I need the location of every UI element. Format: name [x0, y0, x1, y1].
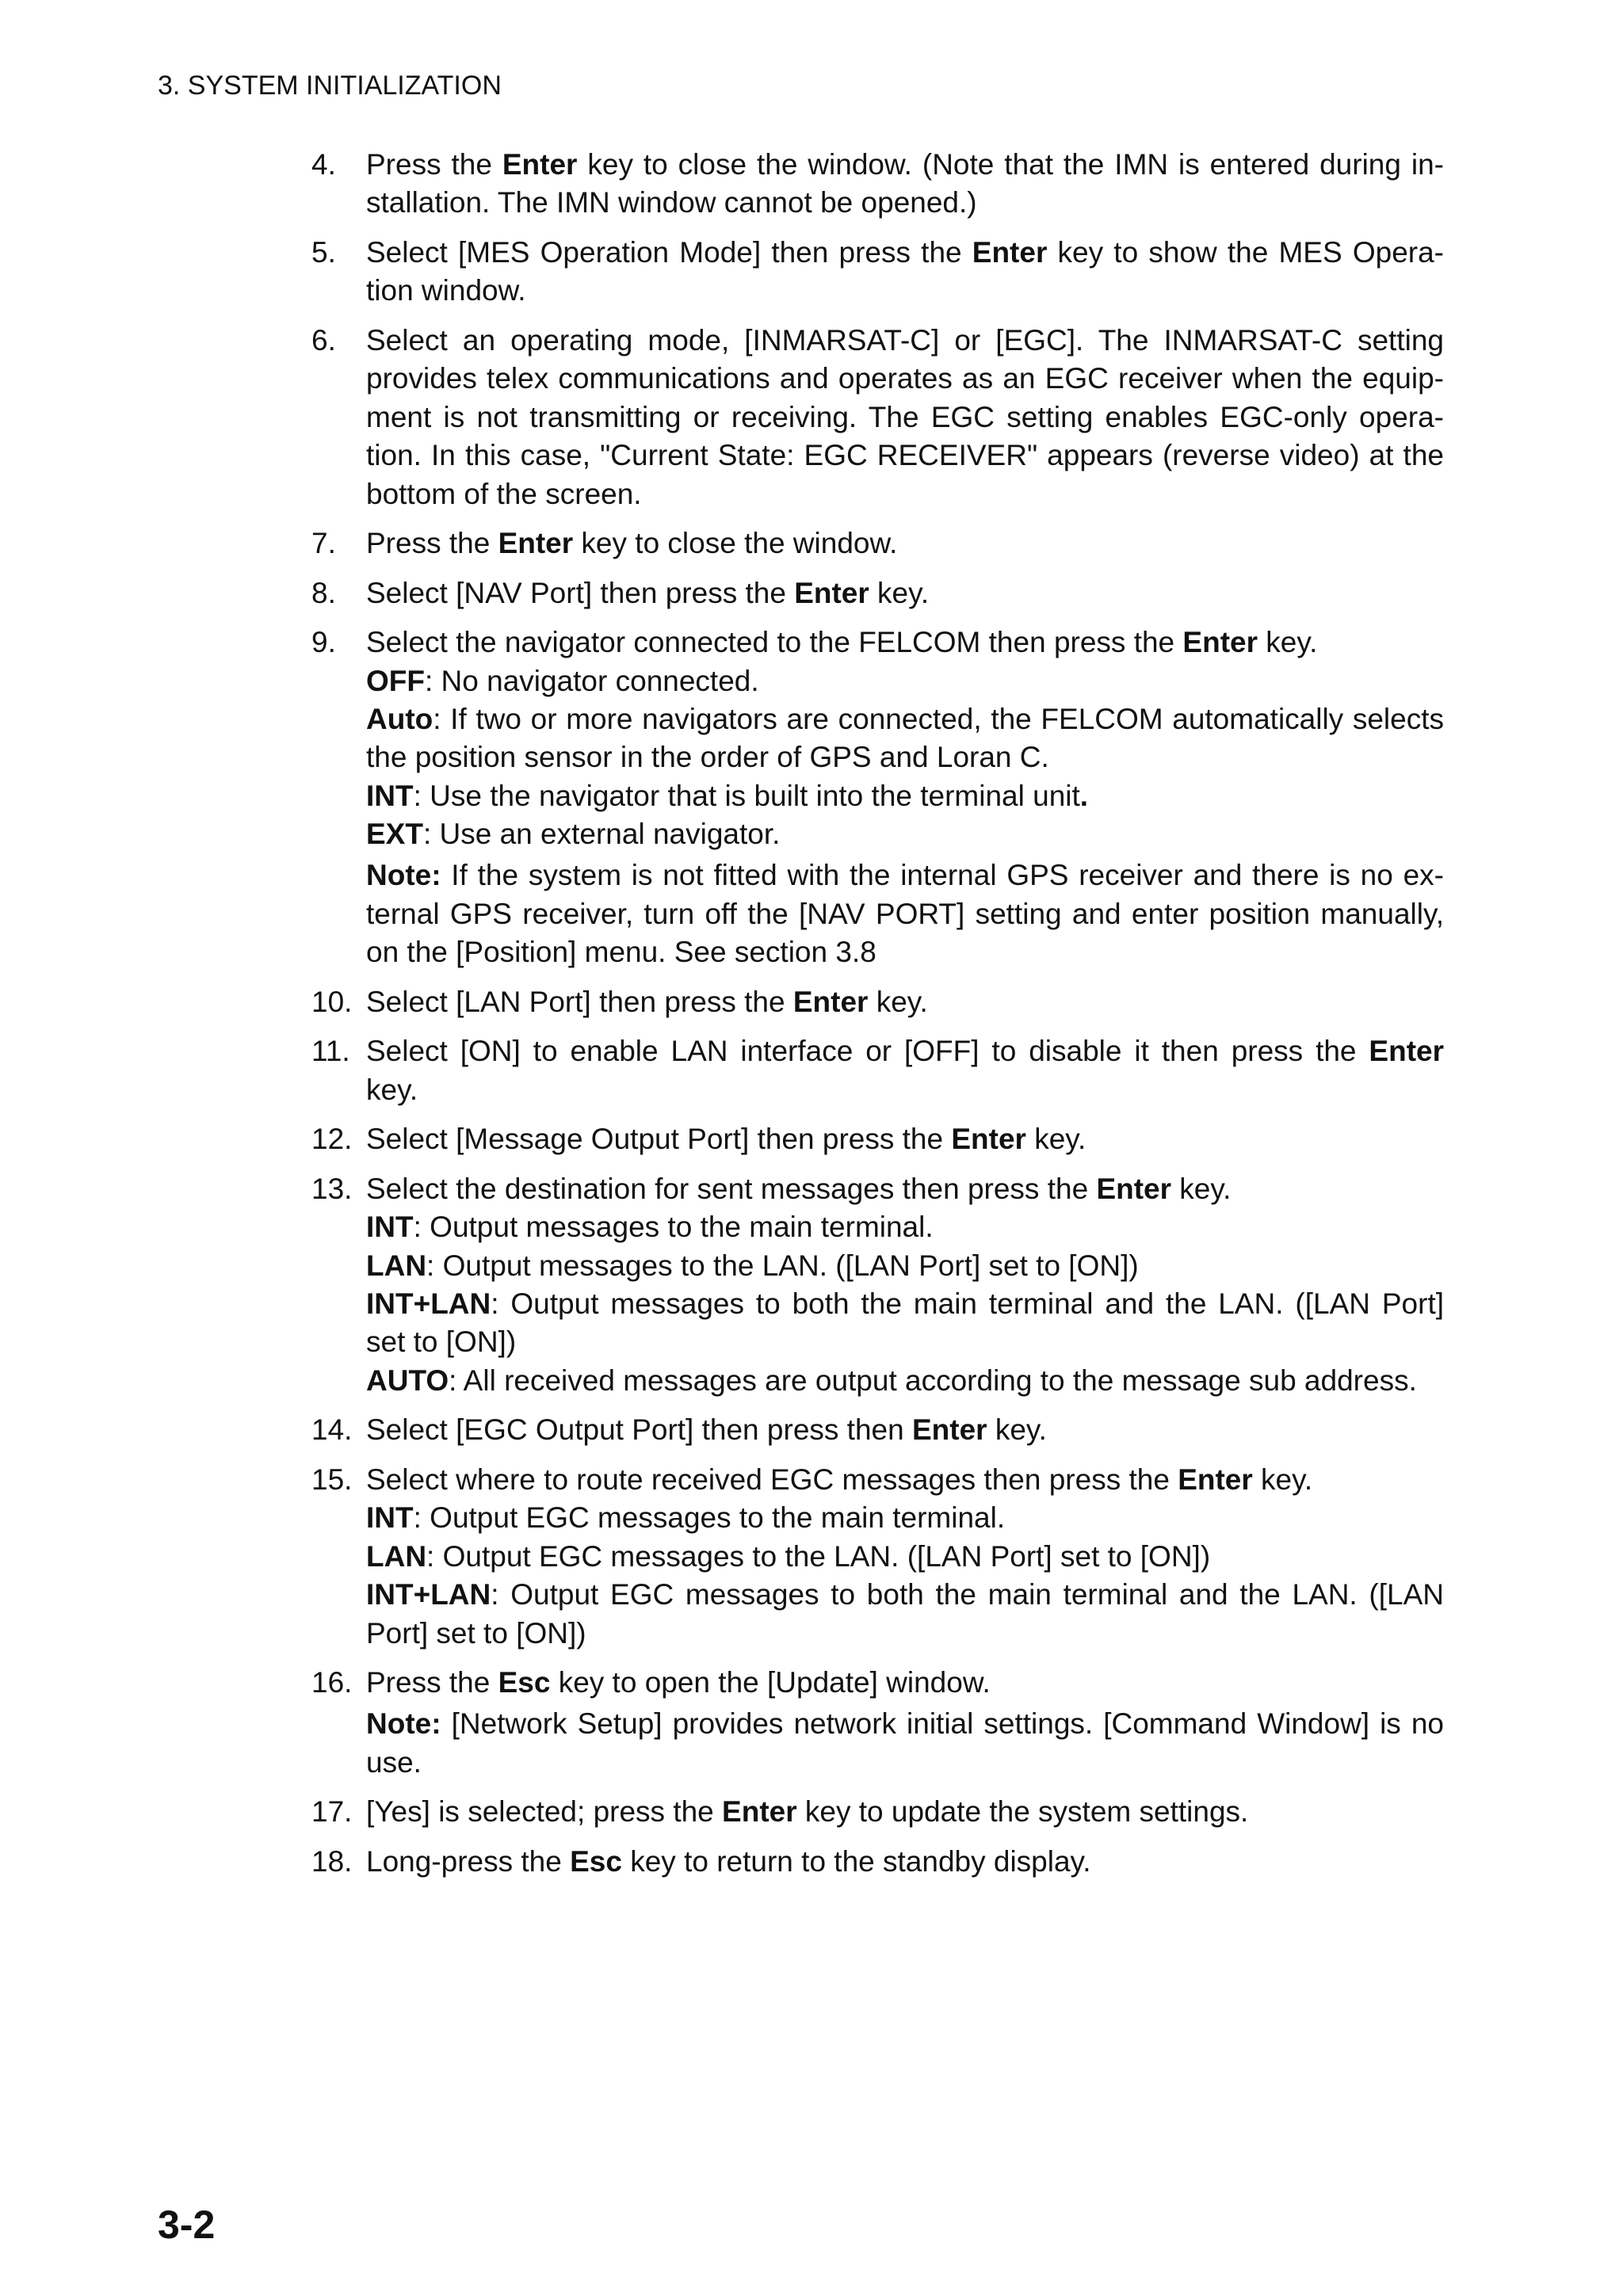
text-run: Select [LAN Port] then press the: [366, 985, 793, 1018]
note-paragraph: [366, 856, 1444, 971]
bold-term: Enter: [792, 985, 869, 1018]
text-line: [366, 1664, 1444, 1702]
text-run: Select [Message Output Port] then press the: [366, 1123, 952, 1156]
step-number: 11.: [311, 1035, 350, 1068]
text-run: : No navigator connected.: [424, 664, 759, 697]
step-body: [366, 624, 1444, 971]
step-body: [366, 1461, 1444, 1653]
text-run: Press the: [366, 527, 498, 560]
text-run: Select an operating mode, [INMARSAT-C] or [EGC]. The INMARSAT-C setting: [366, 323, 1444, 357]
step-body: [366, 322, 1444, 513]
text-run: key.: [1171, 1172, 1232, 1205]
step-item: [311, 574, 1444, 612]
text-run: key.: [1258, 626, 1318, 659]
bold-term: Enter: [911, 1413, 987, 1447]
step-paragraph: [366, 1538, 1444, 1576]
bold-term: Enter: [972, 235, 1048, 269]
bold-term: Enter: [1096, 1172, 1172, 1205]
text-line: [366, 624, 1444, 662]
text-run: key.: [366, 1073, 418, 1106]
step-paragraph: [366, 662, 1444, 700]
text-run: Port] set to [ON]): [366, 1616, 586, 1650]
text-run: use.: [366, 1745, 422, 1779]
bold-term: Enter: [1178, 1463, 1253, 1496]
bold-term: Enter: [794, 576, 869, 609]
text-run: key.: [987, 1413, 1047, 1447]
text-line: [366, 738, 1444, 776]
step-body: [366, 574, 1444, 612]
step-paragraph: [366, 234, 1444, 311]
step-paragraph: [366, 574, 1444, 612]
step-paragraph: [366, 1664, 1444, 1702]
bold-term: AUTO: [366, 1363, 449, 1397]
text-line: [366, 322, 1444, 360]
step-paragraph: [366, 983, 1444, 1021]
bold-term: Enter: [951, 1123, 1026, 1156]
text-line: [366, 574, 1444, 612]
text-run: [Network Setup] provides network initial settings. [Command Window] is no: [441, 1707, 1444, 1741]
text-line: [366, 662, 1444, 700]
step-list: [311, 146, 1444, 1881]
bold-term: INT: [366, 1211, 414, 1244]
step-number: 17.: [311, 1795, 353, 1829]
text-run: Select where to route received EGC messages then press the: [366, 1463, 1178, 1496]
text-line: [366, 272, 1444, 310]
bold-term: Enter: [1369, 1035, 1444, 1068]
page-number: 3-2: [158, 2203, 216, 2247]
bold-term: Esc: [498, 1666, 551, 1699]
text-run: ternal GPS receiver, turn off the [NAV PORT] setting and enter position manually,: [366, 897, 1444, 930]
text-run: key to close the window.: [573, 527, 898, 560]
text-line: [366, 1843, 1444, 1881]
step-body: [366, 1664, 1444, 1782]
text-line: [366, 360, 1444, 398]
text-run: key.: [869, 576, 930, 609]
step-paragraph: [366, 1461, 1444, 1499]
text-run: : Output EGC messages to both the main terminal and the LAN. ([LAN: [491, 1578, 1444, 1611]
step-number: 4.: [311, 148, 336, 181]
text-run: Select [ON] to enable LAN interface or [OFF] to disable it then press the: [366, 1035, 1369, 1068]
step-item: [311, 983, 1444, 1021]
bold-term: INT+LAN: [366, 1287, 491, 1320]
note-paragraph: [366, 1705, 1444, 1782]
bold-term: Auto: [366, 703, 433, 736]
text-run: stallation. The IMN window cannot be opened.): [366, 186, 977, 219]
text-run: : Output EGC messages to the main terminal.: [413, 1501, 1006, 1535]
text-run: : Output messages to the LAN. ([LAN Port] set to [ON]): [426, 1249, 1139, 1282]
step-paragraph: [366, 1843, 1444, 1881]
bold-term: Note:: [366, 859, 441, 892]
step-body: [366, 524, 1444, 563]
step-paragraph: [366, 146, 1444, 223]
bold-term: LAN: [366, 1539, 427, 1573]
bold-term: Enter: [502, 148, 578, 181]
text-run: the position sensor in the order of GPS and Loran C.: [366, 741, 1049, 774]
text-line: [366, 777, 1444, 815]
step-paragraph: [366, 1247, 1444, 1285]
text-run: Select [NAV Port] then press the: [366, 576, 795, 609]
text-run: Select [EGC Output Port] then press then: [366, 1413, 912, 1447]
step-number: 10.: [311, 985, 353, 1018]
bold-term: Note:: [366, 1707, 441, 1741]
step-number: 5.: [311, 235, 336, 269]
step-paragraph: [366, 322, 1444, 513]
step-body: [366, 234, 1444, 311]
text-line: [366, 856, 1444, 894]
step-number: 16.: [311, 1666, 353, 1699]
text-run: key to update the system settings.: [796, 1795, 1249, 1829]
bold-term: EXT: [366, 818, 423, 851]
text-line: [366, 1615, 1444, 1653]
text-run: Select [MES Operation Mode] then press the: [366, 235, 972, 269]
step-item: [311, 1843, 1444, 1881]
step-item: [311, 1793, 1444, 1831]
text-run: : If two or more navigators are connected, the FELCOM automatically selects: [433, 703, 1444, 736]
text-run: tion. In this case, "Current State: EGC RECEIVER" appears (reverse video) at the: [366, 439, 1444, 472]
step-paragraph: [366, 815, 1444, 853]
step-body: [366, 1843, 1444, 1881]
step-paragraph: [366, 700, 1444, 777]
text-line: [366, 1411, 1444, 1449]
text-run: set to [ON]): [366, 1325, 517, 1359]
step-number: 8.: [311, 576, 336, 609]
text-run: key to show the MES Opera-: [1047, 235, 1444, 269]
text-line: [366, 700, 1444, 738]
step-number: 15.: [311, 1463, 353, 1496]
step-body: [366, 1032, 1444, 1109]
text-run: [Yes] is selected; press the: [366, 1795, 723, 1829]
bold-term: Enter: [1182, 626, 1258, 659]
bold-term: .: [1079, 779, 1089, 812]
text-line: [366, 1461, 1444, 1499]
text-line: [366, 1120, 1444, 1158]
step-paragraph: [366, 1499, 1444, 1537]
step-body: [366, 1120, 1444, 1158]
text-run: key.: [868, 985, 928, 1018]
text-line: [366, 1208, 1444, 1246]
text-line: [366, 1705, 1444, 1743]
step-number: 7.: [311, 527, 336, 560]
text-line: [366, 1793, 1444, 1831]
text-line: [366, 1170, 1444, 1208]
text-line: [366, 1071, 1444, 1109]
text-line: [366, 524, 1444, 563]
text-run: tion window.: [366, 274, 526, 307]
text-line: [366, 1032, 1444, 1070]
step-paragraph: [366, 524, 1444, 563]
step-item: [311, 234, 1444, 311]
step-item: [311, 1120, 1444, 1158]
step-paragraph: [366, 1362, 1444, 1400]
step-paragraph: [366, 624, 1444, 662]
text-line: [366, 1576, 1444, 1614]
text-run: provides telex communications and operates as an EGC receiver when the equip-: [366, 362, 1444, 395]
text-run: ment is not transmitting or receiving. The EGC setting enables EGC-only opera-: [366, 400, 1444, 433]
text-run: : Output EGC messages to the LAN. ([LAN Port] set to [ON]): [426, 1539, 1211, 1573]
text-line: [366, 475, 1444, 513]
step-item: [311, 1170, 1444, 1400]
text-run: key.: [1025, 1123, 1086, 1156]
step-body: [366, 146, 1444, 223]
text-line: [366, 815, 1444, 853]
step-number: 9.: [311, 626, 336, 659]
text-line: [366, 1538, 1444, 1576]
text-run: Long-press the: [366, 1844, 571, 1878]
text-line: [366, 184, 1444, 222]
step-item: [311, 524, 1444, 563]
bold-term: Enter: [498, 527, 574, 560]
text-run: : Use the navigator that is built into the terminal unit: [413, 779, 1080, 812]
step-paragraph: [366, 1208, 1444, 1246]
text-run: key to open the [Update] window.: [550, 1666, 991, 1699]
text-run: Press the: [366, 1666, 498, 1699]
text-line: [366, 1323, 1444, 1361]
text-run: key to return to the standby display.: [621, 1844, 1091, 1878]
text-run: on the [Position] menu. See section 3.8: [366, 936, 876, 969]
text-line: [366, 983, 1444, 1021]
bold-term: INT: [366, 1501, 414, 1535]
text-line: [366, 1285, 1444, 1323]
step-paragraph: [366, 1170, 1444, 1208]
text-line: [366, 437, 1444, 475]
step-item: [311, 1411, 1444, 1449]
step-number: 6.: [311, 323, 336, 357]
step-item: [311, 1461, 1444, 1653]
text-line: [366, 895, 1444, 933]
step-body: [366, 1411, 1444, 1449]
text-run: : Use an external navigator.: [422, 818, 781, 851]
step-number: 14.: [311, 1413, 353, 1447]
bold-term: OFF: [366, 664, 425, 697]
step-item: [311, 1032, 1444, 1109]
text-run: key to close the window. (Note that the IMN is entered during in-: [577, 148, 1444, 181]
step-paragraph: [366, 1793, 1444, 1831]
bold-term: LAN: [366, 1249, 427, 1282]
step-item: [311, 624, 1444, 971]
text-run: Select the navigator connected to the FELCOM then press the: [366, 626, 1183, 659]
text-run: Press the: [366, 148, 502, 181]
step-number: 13.: [311, 1172, 353, 1205]
text-line: [366, 399, 1444, 437]
step-item: [311, 1664, 1444, 1782]
text-run: : Output messages to both the main terminal and the LAN. ([LAN Port]: [491, 1287, 1444, 1320]
text-line: [366, 1744, 1444, 1782]
step-body: [366, 983, 1444, 1021]
text-run: Select the destination for sent messages then press the: [366, 1172, 1097, 1205]
bold-term: Enter: [722, 1795, 797, 1829]
text-line: [366, 146, 1444, 184]
text-run: If the system is not fitted with the internal GPS receiver and there is no ex-: [441, 859, 1444, 892]
step-paragraph: [366, 1576, 1444, 1653]
step-paragraph: [366, 1411, 1444, 1449]
text-line: [366, 933, 1444, 971]
bold-term: INT+LAN: [366, 1578, 491, 1611]
step-number: 18.: [311, 1844, 353, 1878]
text-line: [366, 1247, 1444, 1285]
step-item: [311, 322, 1444, 513]
step-paragraph: [366, 1285, 1444, 1362]
step-number: 12.: [311, 1123, 353, 1156]
step-body: [366, 1170, 1444, 1400]
section-header: 3. SYSTEM INITIALIZATION: [158, 71, 502, 101]
step-body: [366, 1793, 1444, 1831]
step-paragraph: [366, 777, 1444, 815]
text-line: [366, 1362, 1444, 1400]
bold-term: Esc: [570, 1844, 622, 1878]
bold-term: INT: [366, 779, 414, 812]
text-line: [366, 234, 1444, 272]
step-item: [311, 146, 1444, 223]
step-paragraph: [366, 1120, 1444, 1158]
step-paragraph: [366, 1032, 1444, 1109]
text-run: : Output messages to the main terminal.: [413, 1211, 934, 1244]
text-run: bottom of the screen.: [366, 477, 642, 510]
text-run: key.: [1252, 1463, 1313, 1496]
text-run: : All received messages are output according to the message sub address.: [449, 1363, 1417, 1397]
text-line: [366, 1499, 1444, 1537]
